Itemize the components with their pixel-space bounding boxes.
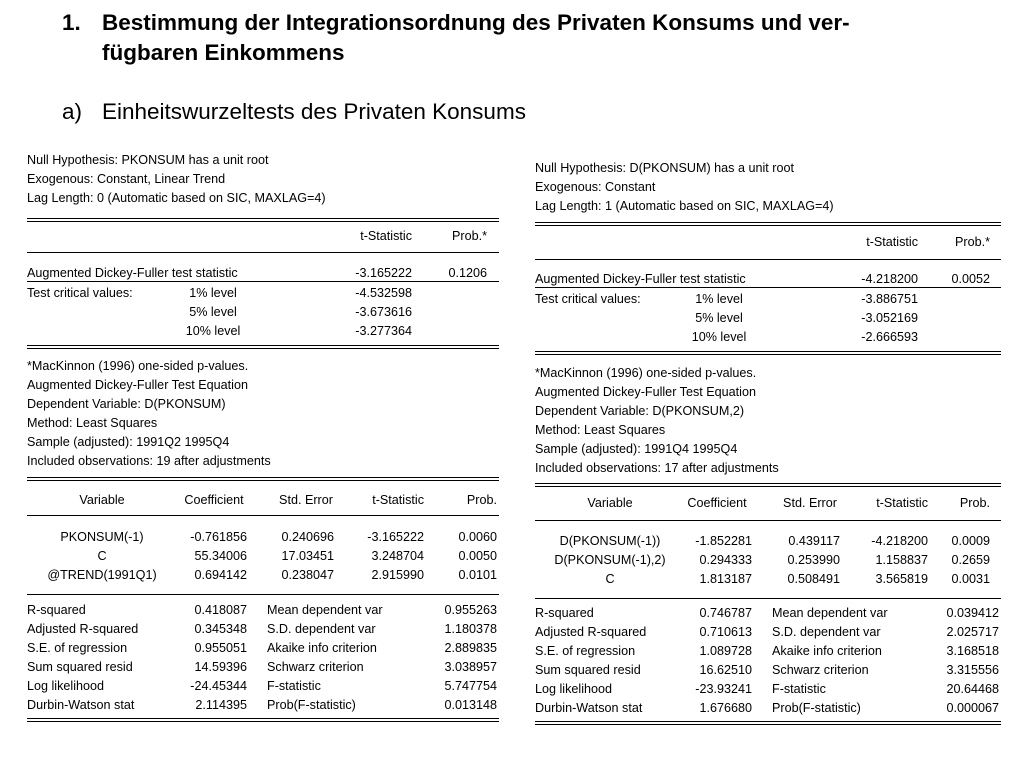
critical-level: 10% level bbox=[691, 330, 747, 344]
stat-label: Mean dependent var bbox=[267, 603, 383, 617]
coef-t-statistic: 3.248704 bbox=[371, 549, 424, 563]
stat-label: R-squared bbox=[535, 606, 594, 620]
single-rule bbox=[535, 287, 1001, 288]
adf-test-panel-right bbox=[535, 159, 1001, 729]
equation-info-line: Sample (adjusted): 1991Q2 1995Q4 bbox=[27, 435, 230, 449]
stat-value: 0.000067 bbox=[946, 701, 999, 715]
stat-label: Akaike info criterion bbox=[772, 644, 882, 658]
stat-value: 3.038957 bbox=[444, 660, 497, 674]
equation-info-line: Method: Least Squares bbox=[27, 416, 158, 430]
stat-value: 0.710613 bbox=[699, 625, 752, 639]
hypothesis-line: Lag Length: 1 (Automatic based on SIC, MAXLAG=4) bbox=[535, 199, 834, 213]
col-header-t-statistic: t-Statistic bbox=[360, 229, 412, 243]
stat-label: Log likelihood bbox=[535, 682, 613, 696]
coef-variable: @TREND(1991Q1) bbox=[47, 568, 157, 582]
adf-statistic: -4.218200 bbox=[861, 272, 918, 286]
coef-value: -0.761856 bbox=[190, 530, 247, 544]
critical-values-label: Test critical values: bbox=[27, 286, 133, 300]
col-header-coefficient: Coefficient bbox=[687, 496, 747, 510]
critical-value: -4.532598 bbox=[355, 286, 412, 300]
critical-value: -3.277364 bbox=[355, 324, 412, 338]
coef-t-statistic: -3.165222 bbox=[367, 530, 424, 544]
adf-label: Augmented Dickey-Fuller test statistic bbox=[535, 272, 746, 286]
equation-info-line: *MacKinnon (1996) one-sided p-values. bbox=[27, 359, 249, 373]
double-rule bbox=[27, 477, 499, 481]
double-rule bbox=[27, 345, 499, 349]
coef-t-statistic: 3.565819 bbox=[875, 572, 928, 586]
coef-value: 0.294333 bbox=[699, 553, 752, 567]
equation-info-line: Included observations: 17 after adjustments bbox=[535, 461, 779, 475]
heading-line-2: fügbaren Einkommens bbox=[102, 40, 345, 65]
col-header-variable: Variable bbox=[79, 493, 125, 507]
subheading-text: Einheitswurzeltests des Privaten Konsums bbox=[102, 99, 526, 124]
stat-label: Akaike info criterion bbox=[267, 641, 377, 655]
stat-label: Schwarz criterion bbox=[772, 663, 869, 677]
stat-label: F-statistic bbox=[267, 679, 321, 693]
stat-value: 16.62510 bbox=[699, 663, 752, 677]
stat-value: 3.315556 bbox=[946, 663, 999, 677]
coef-prob: 0.0009 bbox=[951, 534, 990, 548]
coef-prob: 0.2659 bbox=[951, 553, 990, 567]
double-rule bbox=[535, 351, 1001, 355]
coef-variable: C bbox=[97, 549, 107, 563]
stat-label: Prob(F-statistic) bbox=[772, 701, 861, 715]
single-rule bbox=[27, 515, 499, 516]
single-rule bbox=[535, 598, 1001, 599]
coef-std-error: 0.253990 bbox=[787, 553, 840, 567]
stat-label: Adjusted R-squared bbox=[27, 622, 139, 636]
col-header-t-statistic: t-Statistic bbox=[866, 235, 918, 249]
coef-std-error: 0.508491 bbox=[787, 572, 840, 586]
stat-label: S.E. of regression bbox=[535, 644, 636, 658]
stat-value: 14.59396 bbox=[194, 660, 247, 674]
single-rule bbox=[27, 252, 499, 253]
stat-value: -23.93241 bbox=[695, 682, 752, 696]
adf-label: Augmented Dickey-Fuller test statistic bbox=[27, 266, 238, 280]
stat-label: Durbin-Watson stat bbox=[27, 698, 135, 712]
double-rule bbox=[27, 218, 499, 222]
hypothesis-line: Null Hypothesis: D(PKONSUM) has a unit root bbox=[535, 161, 794, 175]
equation-info-line: *MacKinnon (1996) one-sided p-values. bbox=[535, 366, 757, 380]
stat-value: 20.64468 bbox=[946, 682, 999, 696]
adf-statistic: -3.165222 bbox=[355, 266, 412, 280]
col-header-variable: Variable bbox=[587, 496, 633, 510]
subheading-letter: a) bbox=[62, 99, 83, 124]
coef-value: 55.34006 bbox=[194, 549, 247, 563]
coef-std-error: 0.240696 bbox=[281, 530, 334, 544]
stat-value: 2.114395 bbox=[195, 698, 247, 712]
stat-value: 2.025717 bbox=[946, 625, 999, 639]
single-rule bbox=[27, 594, 499, 595]
stat-value: 1.180378 bbox=[444, 622, 497, 636]
stat-value: 0.013148 bbox=[444, 698, 497, 712]
critical-level: 1% level bbox=[189, 286, 237, 300]
col-header-std-error: Std. Error bbox=[279, 493, 333, 507]
double-rule bbox=[535, 483, 1001, 487]
adf-prob: 0.0052 bbox=[951, 272, 990, 286]
heading-number: 1. bbox=[62, 10, 81, 35]
single-rule bbox=[535, 520, 1001, 521]
stat-value: 0.039412 bbox=[946, 606, 999, 620]
coef-std-error: 0.238047 bbox=[281, 568, 334, 582]
critical-value: -3.673616 bbox=[355, 305, 412, 319]
stat-value: 0.746787 bbox=[699, 606, 752, 620]
single-rule bbox=[27, 281, 499, 282]
equation-info-line: Augmented Dickey-Fuller Test Equation bbox=[27, 378, 248, 392]
stat-value: 5.747754 bbox=[444, 679, 497, 693]
coef-variable: D(PKONSUM(-1)) bbox=[559, 534, 661, 548]
adf-prob: 0.1206 bbox=[448, 266, 487, 280]
equation-info-line: Included observations: 19 after adjustments bbox=[27, 454, 271, 468]
equation-info-line: Augmented Dickey-Fuller Test Equation bbox=[535, 385, 756, 399]
stat-label: Sum squared resid bbox=[535, 663, 641, 677]
adf-test-panel-left bbox=[27, 151, 499, 721]
coef-value: 1.813187 bbox=[699, 572, 752, 586]
equation-info-line: Dependent Variable: D(PKONSUM,2) bbox=[535, 404, 745, 418]
stat-label: S.D. dependent var bbox=[267, 622, 376, 636]
stat-value: -24.45344 bbox=[190, 679, 247, 693]
critical-value: -3.886751 bbox=[861, 292, 918, 306]
section-subheading bbox=[62, 99, 526, 125]
double-rule bbox=[535, 222, 1001, 226]
critical-level: 1% level bbox=[695, 292, 743, 306]
coef-value: -1.852281 bbox=[695, 534, 752, 548]
hypothesis-line: Null Hypothesis: PKONSUM has a unit root bbox=[27, 153, 269, 167]
stat-label: Durbin-Watson stat bbox=[535, 701, 643, 715]
stat-label: Mean dependent var bbox=[772, 606, 888, 620]
coef-t-statistic: -4.218200 bbox=[871, 534, 928, 548]
single-rule bbox=[535, 259, 1001, 260]
coef-variable: D(PKONSUM(-1),2) bbox=[554, 553, 666, 567]
stat-label: R-squared bbox=[27, 603, 86, 617]
stat-label: Adjusted R-squared bbox=[535, 625, 647, 639]
col-header-prob: Prob. bbox=[959, 496, 990, 510]
stat-value: 3.168518 bbox=[946, 644, 999, 658]
coef-prob: 0.0050 bbox=[458, 549, 497, 563]
hypothesis-line: Exogenous: Constant, Linear Trend bbox=[27, 172, 226, 186]
stat-label: F-statistic bbox=[772, 682, 826, 696]
stat-value: 0.955051 bbox=[194, 641, 247, 655]
col-header-prob: Prob.* bbox=[954, 235, 990, 249]
hypothesis-line: Lag Length: 0 (Automatic based on SIC, MAXLAG=4) bbox=[27, 191, 326, 205]
stat-label: Log likelihood bbox=[27, 679, 105, 693]
critical-values-label: Test critical values: bbox=[535, 292, 641, 306]
col-header-t-statistic: t-Statistic bbox=[372, 493, 424, 507]
coef-value: 0.694142 bbox=[194, 568, 247, 582]
hypothesis-line: Exogenous: Constant bbox=[535, 180, 656, 194]
col-header-t-statistic: t-Statistic bbox=[876, 496, 928, 510]
coef-std-error: 0.439117 bbox=[788, 534, 840, 548]
critical-value: -2.666593 bbox=[861, 330, 918, 344]
stat-label: Prob(F-statistic) bbox=[267, 698, 356, 712]
equation-info-line: Dependent Variable: D(PKONSUM) bbox=[27, 397, 226, 411]
stat-label: Schwarz criterion bbox=[267, 660, 364, 674]
coef-std-error: 17.03451 bbox=[281, 549, 334, 563]
col-header-std-error: Std. Error bbox=[783, 496, 837, 510]
coef-prob: 0.0060 bbox=[458, 530, 497, 544]
coef-t-statistic: 1.158837 bbox=[875, 553, 928, 567]
critical-level: 5% level bbox=[695, 311, 743, 325]
coef-t-statistic: 2.915990 bbox=[371, 568, 424, 582]
critical-level: 5% level bbox=[189, 305, 237, 319]
coef-prob: 0.0101 bbox=[458, 568, 497, 582]
coef-variable: C bbox=[605, 572, 615, 586]
coef-prob: 0.0031 bbox=[951, 572, 990, 586]
coef-variable: PKONSUM(-1) bbox=[60, 530, 144, 544]
double-rule bbox=[535, 721, 1001, 725]
col-header-coefficient: Coefficient bbox=[184, 493, 244, 507]
stat-value: 1.676680 bbox=[699, 701, 752, 715]
stat-value: 0.955263 bbox=[444, 603, 497, 617]
critical-level: 10% level bbox=[185, 324, 241, 338]
col-header-prob: Prob.* bbox=[451, 229, 487, 243]
col-header-prob: Prob. bbox=[466, 493, 497, 507]
stat-value: 2.889835 bbox=[444, 641, 497, 655]
stat-value: 0.345348 bbox=[194, 622, 247, 636]
stat-label: Sum squared resid bbox=[27, 660, 133, 674]
heading-line-1: Bestimmung der Integrationsordnung des Privaten Konsums und ver- bbox=[102, 10, 850, 35]
critical-value: -3.052169 bbox=[861, 311, 918, 325]
stat-label: S.D. dependent var bbox=[772, 625, 881, 639]
stat-value: 1.089728 bbox=[699, 644, 752, 658]
stat-label: S.E. of regression bbox=[27, 641, 128, 655]
equation-info-line: Sample (adjusted): 1991Q4 1995Q4 bbox=[535, 442, 738, 456]
stat-value: 0.418087 bbox=[194, 603, 247, 617]
equation-info-line: Method: Least Squares bbox=[535, 423, 666, 437]
double-rule bbox=[27, 718, 499, 722]
